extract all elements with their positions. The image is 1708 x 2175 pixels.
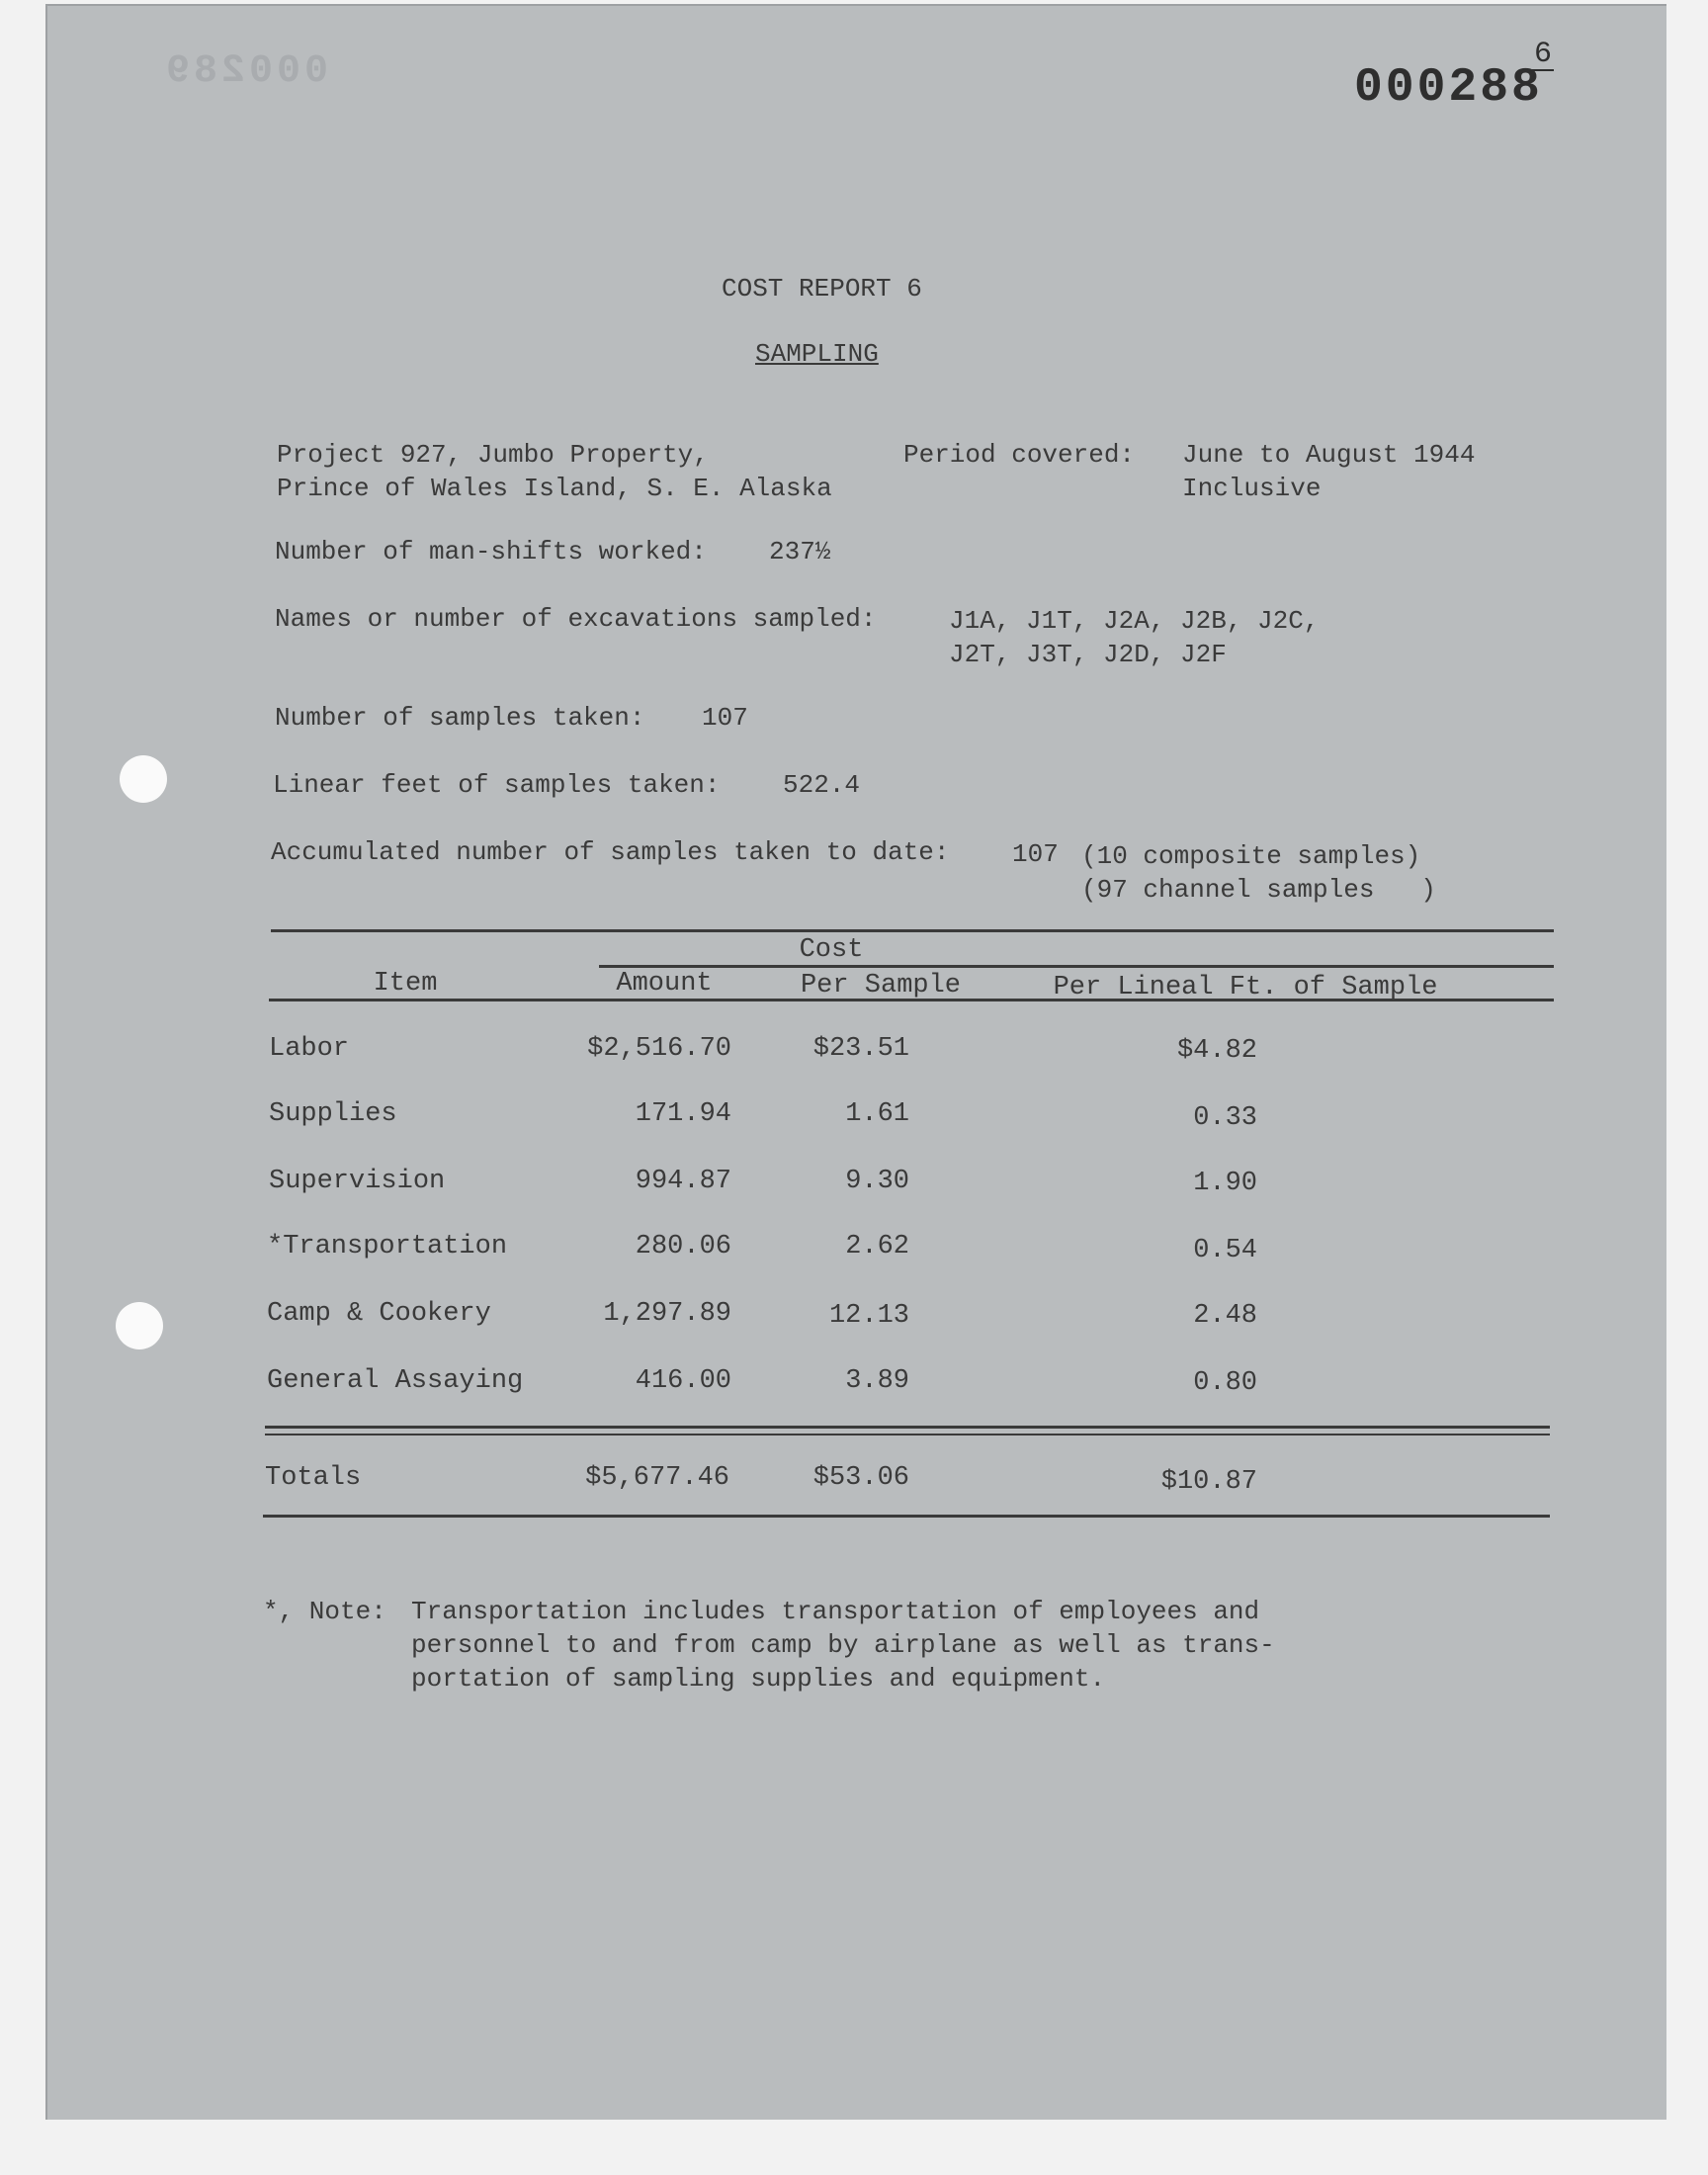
period-label: Period covered: bbox=[903, 440, 1136, 470]
row-item: Camp & Cookery bbox=[267, 1299, 491, 1329]
table-top-rule bbox=[271, 929, 1554, 932]
note-label: *, Note: bbox=[263, 1597, 386, 1626]
note-line-1: Transportation includes transportation of employees and bbox=[411, 1597, 1260, 1626]
period-value: June to August 1944 bbox=[1182, 440, 1476, 470]
header-item: Item bbox=[373, 969, 438, 999]
period-note: Inclusive bbox=[1182, 474, 1322, 503]
excavations-label: Names or number of excavations sampled: bbox=[275, 604, 877, 634]
row-item: Labor bbox=[269, 1034, 350, 1064]
accumulated-value: 107 bbox=[1012, 839, 1059, 869]
row-amount: 280.06 bbox=[635, 1232, 731, 1262]
accumulated-label: Accumulated number of samples taken to date: bbox=[271, 837, 950, 867]
report-subtitle: SAMPLING bbox=[755, 339, 879, 369]
row-per-sample: 3.89 bbox=[845, 1366, 909, 1396]
totals-per-sample: $53.06 bbox=[812, 1463, 909, 1493]
man-shifts-value: 237½ bbox=[769, 537, 831, 566]
header-per-lineal-ft: Per Lineal Ft. of Sample bbox=[1053, 973, 1438, 1002]
totals-top-rule-2 bbox=[265, 1434, 1550, 1436]
header-cost: Cost bbox=[799, 935, 864, 965]
row-amount: 171.94 bbox=[635, 1099, 731, 1129]
row-amount: $2,516.70 bbox=[587, 1034, 731, 1064]
totals-top-rule-1 bbox=[265, 1426, 1550, 1429]
table-bottom-rule bbox=[263, 1515, 1550, 1518]
row-item: Supervision bbox=[269, 1167, 446, 1196]
row-per-ft: 0.33 bbox=[1193, 1103, 1257, 1133]
punch-hole-top bbox=[120, 755, 167, 803]
sheet-number: 6 bbox=[1534, 38, 1553, 71]
project-line-2: Prince of Wales Island, S. E. Alaska bbox=[277, 474, 832, 503]
linear-feet-value: 522.4 bbox=[783, 770, 861, 800]
row-amount: 1,297.89 bbox=[603, 1299, 731, 1329]
row-per-ft: $4.82 bbox=[1176, 1036, 1257, 1066]
totals-label: Totals bbox=[265, 1463, 362, 1493]
man-shifts-label: Number of man-shifts worked: bbox=[275, 537, 707, 566]
row-per-sample: 9.30 bbox=[845, 1167, 909, 1196]
header-per-sample: Per Sample bbox=[800, 971, 962, 1000]
excavations-line-2: J2T, J3T, J2D, J2F bbox=[949, 640, 1227, 669]
header-amount: Amount bbox=[616, 969, 713, 999]
totals-amount: $5,677.46 bbox=[585, 1463, 729, 1493]
samples-value: 107 bbox=[702, 703, 748, 733]
row-per-sample: $23.51 bbox=[812, 1034, 909, 1064]
linear-feet-label: Linear feet of samples taken: bbox=[273, 770, 721, 800]
row-per-ft: 2.48 bbox=[1193, 1301, 1257, 1331]
note-line-3: portation of sampling supplies and equipment. bbox=[411, 1664, 1106, 1694]
row-amount: 994.87 bbox=[635, 1167, 731, 1196]
report-title: COST REPORT 6 bbox=[722, 274, 922, 304]
row-item: *Transportation bbox=[267, 1232, 508, 1262]
note-line-2: personnel to and from camp by airplane as well as trans- bbox=[411, 1630, 1275, 1660]
samples-label: Number of samples taken: bbox=[275, 703, 645, 733]
row-per-ft: 0.80 bbox=[1193, 1368, 1257, 1398]
totals-per-ft: $10.87 bbox=[1160, 1467, 1257, 1497]
excavations-line-1: J1A, J1T, J2A, J2B, J2C, bbox=[949, 606, 1320, 636]
row-per-sample: 2.62 bbox=[845, 1232, 909, 1262]
row-per-ft: 1.90 bbox=[1193, 1169, 1257, 1198]
project-line-1: Project 927, Jumbo Property, bbox=[277, 440, 709, 470]
row-item: Supplies bbox=[269, 1099, 397, 1129]
accumulated-note-1: (10 composite samples) bbox=[1081, 841, 1421, 871]
row-per-sample: 1.61 bbox=[845, 1099, 909, 1129]
bleed-through-stamp: 000289 bbox=[162, 49, 329, 94]
document-number-stamp: 000288 bbox=[1354, 61, 1543, 115]
row-per-ft: 0.54 bbox=[1193, 1236, 1257, 1265]
row-amount: 416.00 bbox=[635, 1366, 731, 1396]
row-per-sample: 12.13 bbox=[828, 1301, 909, 1331]
row-item: General Assaying bbox=[267, 1366, 524, 1396]
accumulated-note-2: (97 channel samples ) bbox=[1081, 875, 1436, 905]
punch-hole-bottom bbox=[116, 1302, 163, 1349]
